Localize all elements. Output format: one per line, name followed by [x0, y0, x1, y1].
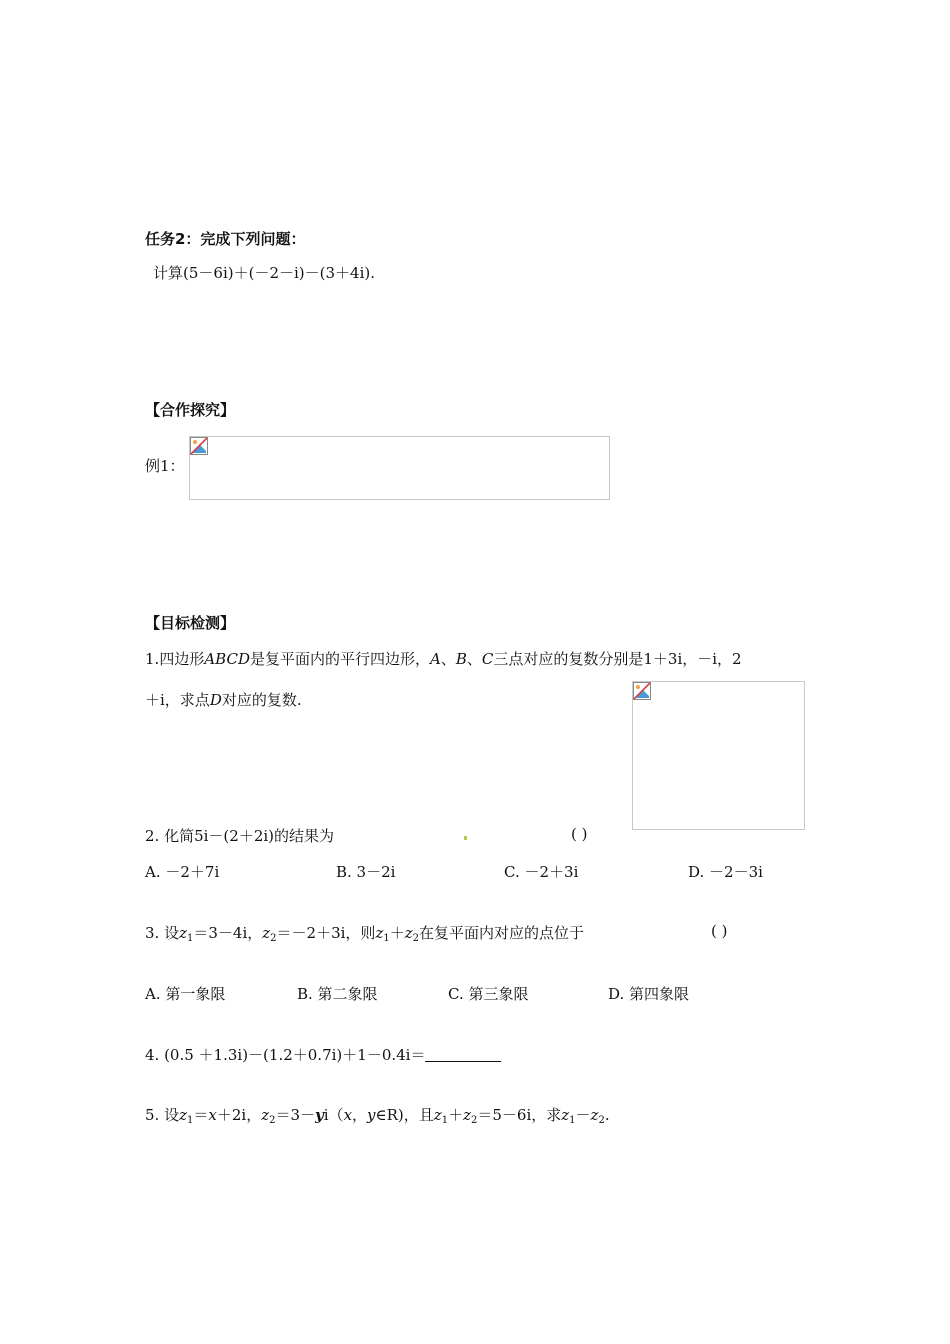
- example-1-image-placeholder: [189, 436, 610, 500]
- question-3-answer-paren: ( ): [711, 922, 728, 940]
- question-3-option-d: D. 第四象限: [608, 985, 690, 1003]
- question-3-option-a: A. 第一象限: [145, 985, 226, 1003]
- question-2-option-c: C. －2＋3i: [504, 863, 579, 881]
- question-4: 4. (0.5 ＋1.3i)－(1.2＋0.7i)＋1－0.4i＝: [145, 1044, 501, 1065]
- check-heading: 【目标检测】: [145, 614, 236, 632]
- question-1-image-placeholder: [632, 681, 805, 830]
- question-2-option-a: A. －2＋7i: [145, 863, 220, 881]
- question-5-text: 5. 设$z_1=x+2i$，$z_2=3-yi(x$，y∈R)，且$z_1+z_2=5-6i$，求$z_1-z_2$.: [145, 1106, 610, 1126]
- explore-heading: 【合作探究】: [145, 401, 236, 419]
- question-2-option-b: B. 3－2i: [336, 863, 396, 881]
- question-2-option-d: D. －2－3i: [688, 863, 763, 881]
- question-2-text: 2. 化简5i－(2＋2i)的结果为: [145, 827, 335, 845]
- stray-mark: [464, 836, 467, 840]
- answer-blank: [425, 1047, 501, 1062]
- question-3-text: 3. 设$z_1=3-4i$，$z_2=-2+3i$，则$z_1+z_2$在复平面内对应的点位于: [145, 924, 585, 944]
- question-2-answer-paren: ( ): [571, 825, 588, 843]
- question-3-option-c: C. 第三象限: [448, 985, 529, 1003]
- broken-image-icon: [190, 437, 208, 455]
- task2-problem: 计算(5－6i)＋(－2－i)－(3＋4i).: [153, 264, 375, 282]
- question-1-line-1: 1.四边形ABCD是复平面内的平行四边形，A、B、C三点对应的复数分别是1＋3i，－i，2: [145, 650, 742, 668]
- example-1-label: 例1：: [145, 457, 185, 475]
- question-1-line-2: ＋i，求点D对应的复数.: [145, 691, 302, 709]
- broken-image-icon: [633, 682, 651, 700]
- task2-heading: 任务2：完成下列问题：: [145, 230, 306, 248]
- question-3-option-b: B. 第二象限: [297, 985, 378, 1003]
